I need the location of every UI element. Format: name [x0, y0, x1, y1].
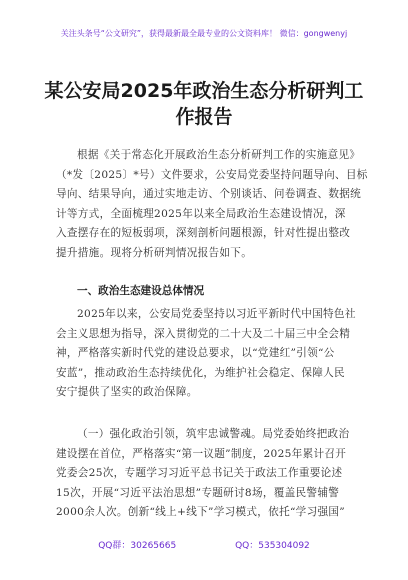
text-line: 神，严格落实新时代党的建设总要求，以“党建红”引领“公 [56, 347, 335, 360]
footer-contact [0, 538, 408, 551]
text-line: 安宁提供了坚实的政治保障。 [56, 386, 198, 399]
text-line: 党委会25次，专题学习习近平总书记关于政法工作重要论述 [56, 467, 343, 480]
text-line: 根据《关于常态化开展政治生态分析研判工作的实施意见》 [77, 149, 361, 161]
section-heading: 一、政治生态建设总体情况 [77, 285, 205, 297]
text-line: 导向、结果导向，通过实地走访、个别谈话、问卷调查、数据统 [56, 188, 362, 201]
text-line: 2000余人次。创新“线上+线下”学习模式，依托“学习强国” [56, 506, 345, 519]
paragraph-intro [56, 146, 368, 264]
text-line: （一）强化政治引领，筑牢忠诚警魂。局党委始终把政治 [77, 428, 350, 440]
header-banner: 关注头条号“公文研究”，获得最新最全最专业的公文资料库！ 微信：gongwenyj [60, 29, 348, 38]
paragraph-political-guidance [56, 425, 356, 523]
footer-qq-group: QQ群：30265665 [98, 541, 177, 551]
text-line: 建设摆在首位，严格落实“第一议题”制度，2025年累计召开 [56, 447, 347, 460]
text-line: 安蓝”，推动政治生态持续优化，为维护社会稳定、保障人民 [56, 366, 345, 379]
title-line-2: 作报告 [175, 106, 233, 128]
text-line: 2025年以来，公安局党委坚持以习近平新时代中国特色社 [77, 308, 356, 320]
text-line: 提升措施。现将分析研判情况报告如下。 [56, 246, 253, 259]
paragraph-overview [56, 305, 356, 403]
text-line: 会主义思想为指导，深入贯彻党的二十大及二十届三中全会精 [56, 327, 351, 340]
document-title [44, 78, 364, 130]
title-line-1: 某公安局2025年政治生态分析研判工 [44, 80, 364, 102]
text-line: 15次，开展“习近平法治思想”专题研讨8场，覆盖民警辅警 [56, 486, 340, 499]
text-line: （*发〔2025〕*号）文件要求，公安局党委坚持问题导向、目标 [56, 168, 368, 181]
footer-qq: QQ：535304092 [235, 541, 310, 551]
text-line: 入查摆存在的短板弱项，深刻剖析问题根源，针对性提出整改 [56, 227, 351, 240]
text-line: 计等方式，全面梳理2025年以来全局政治生态建设情况，深 [56, 207, 346, 220]
